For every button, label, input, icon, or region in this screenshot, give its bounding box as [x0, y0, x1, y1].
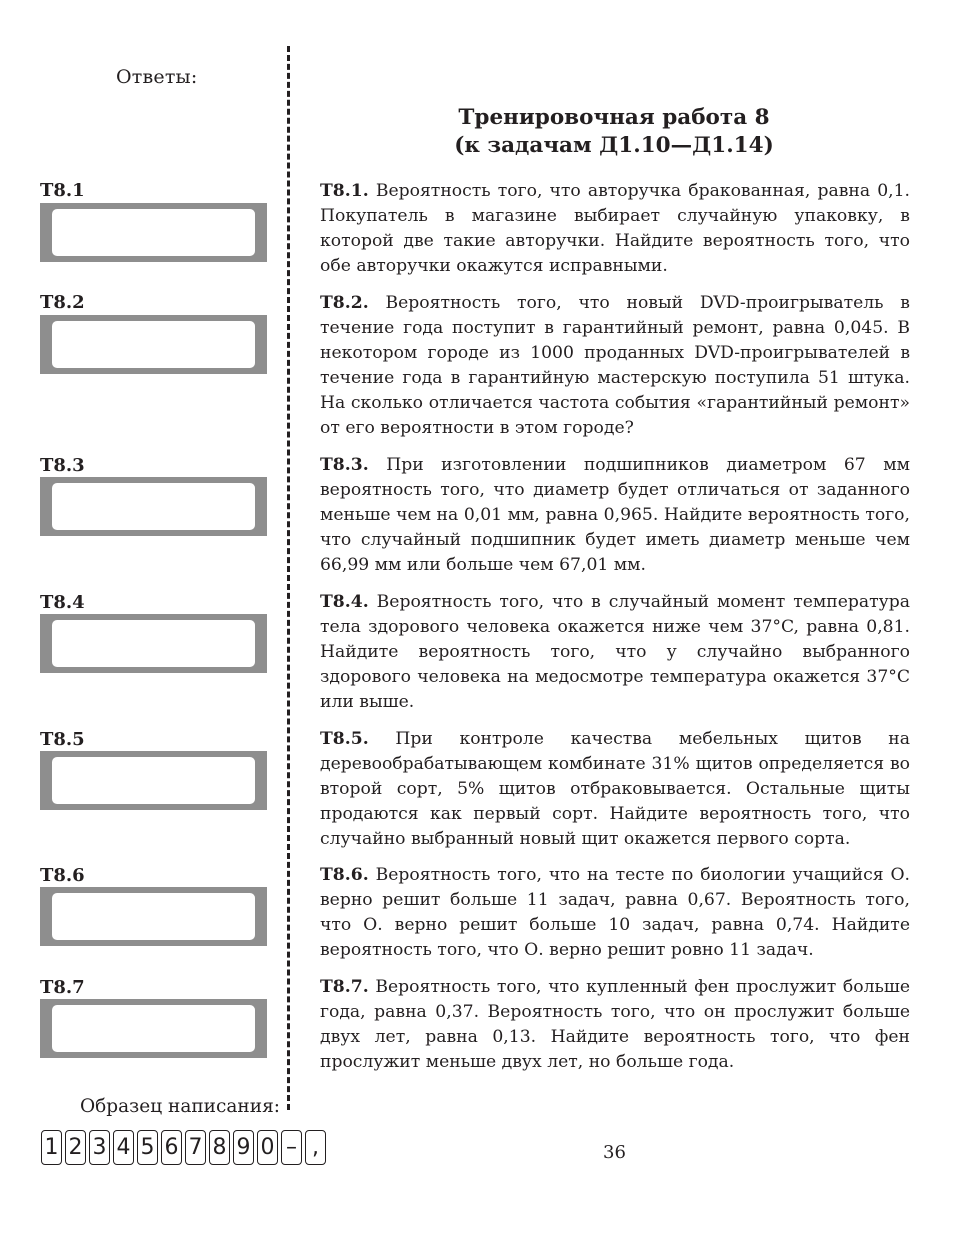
task-t8-2	[320, 291, 910, 440]
answer-box-t8-1[interactable]	[40, 203, 267, 262]
sample-glyph: 8	[209, 1130, 230, 1165]
sample-glyph: 9	[233, 1130, 254, 1165]
task-t8-5	[320, 727, 910, 852]
task-t8-3	[320, 453, 910, 578]
task-t8-1	[320, 179, 910, 279]
answer-label-t8-7: T8.7	[40, 977, 85, 998]
answer-label-t8-3: T8.3	[40, 455, 85, 476]
task-text: Вероятность того, что в случайный момент температура тела здорового человека окажется ниже чем 37°C, равна 0,81. Найдите вероятность того, что у случайно выбранного здорового человека на медосмотре температура окажется 37°C или выше.	[320, 592, 910, 712]
task-text: При контроле качества мебельных щитов на деревообрабатывающем комбинате 31% щитов определяется во второй сорт, 5% щитов отбраковывается. Остальные щиты продаются как первый сорт. Найдите вероятность того, что случайно выбранный новый щит окажется первого сорта.	[320, 729, 910, 849]
answer-label-t8-4: T8.4	[40, 592, 85, 613]
answer-box-t8-7[interactable]	[40, 999, 267, 1058]
answer-box-t8-2[interactable]	[40, 315, 267, 374]
sample-glyph: 4	[113, 1130, 134, 1165]
answer-field[interactable]	[52, 483, 255, 530]
task-text: Вероятность того, что на тесте по биологии учащийся О. верно решит больше 11 задач, равна 0,67. Вероятность того, что О. верно решит больше 10 задач, равна 0,74. Найдите вероятность того, что О. верно решит ровно 11 задач.	[320, 865, 910, 960]
dashed-divider	[287, 46, 290, 1110]
sample-glyph: ,	[305, 1130, 326, 1165]
sample-glyph: –	[281, 1130, 302, 1165]
title-line-1: Тренировочная работа 8	[458, 105, 770, 130]
answer-label-t8-5: T8.5	[40, 729, 85, 750]
answer-label-t8-1: T8.1	[40, 180, 85, 201]
task-number: T8.7.	[320, 977, 369, 997]
sample-glyph-row	[41, 1130, 326, 1166]
page-number: 36	[603, 1142, 626, 1163]
answer-field[interactable]	[52, 757, 255, 804]
sample-label: Образец написания:	[80, 1096, 280, 1117]
sample-glyph: 3	[89, 1130, 110, 1165]
task-text: Вероятность того, что купленный фен прослужит больше года, равна 0,37. Вероятность того, что он прослужит больше двух лет, равна 0,13. Найдите вероятность того, что фен прослужит меньше двух лет, но больше года.	[320, 977, 911, 1072]
answer-box-t8-3[interactable]	[40, 477, 267, 536]
answer-field[interactable]	[52, 620, 255, 667]
task-number: T8.2.	[320, 293, 369, 313]
answers-header: Ответы:	[116, 66, 198, 88]
answer-box-t8-5[interactable]	[40, 751, 267, 810]
page-title	[318, 104, 910, 160]
sample-glyph: 7	[185, 1130, 206, 1165]
task-number: T8.5.	[320, 729, 369, 749]
task-t8-4	[320, 590, 910, 715]
answer-field[interactable]	[52, 1005, 255, 1052]
answer-label-t8-6: T8.6	[40, 865, 85, 886]
task-text: При изготовлении подшипников диаметром 67 мм вероятность того, что диаметр будет отличаться от заданного меньше чем на 0,01 мм, равна 0,965. Найдите вероятность того, что случайный подшипник будет иметь диаметр меньше чем 66,99 мм или больше чем 67,01 мм.	[320, 455, 910, 575]
answer-field[interactable]	[52, 321, 255, 368]
sample-glyph: 5	[137, 1130, 158, 1165]
answer-field[interactable]	[52, 893, 255, 940]
task-number: T8.6.	[320, 865, 369, 885]
task-number: T8.1.	[320, 181, 369, 201]
answer-field[interactable]	[52, 209, 255, 256]
sample-glyph: 2	[65, 1130, 86, 1165]
task-number: T8.3.	[320, 455, 369, 475]
task-number: T8.4.	[320, 592, 369, 612]
sample-glyph: 1	[41, 1130, 62, 1165]
answer-label-t8-2: T8.2	[40, 292, 85, 313]
task-t8-6	[320, 863, 910, 963]
task-text: Вероятность того, что авторучка бракованная, равна 0,1. Покупатель в магазине выбирает случайную упаковку, в которой две такие авторучки. Найдите вероятность того, что обе авторучки окажутся исправными.	[320, 181, 910, 276]
task-t8-7	[320, 975, 910, 1075]
answer-box-t8-6[interactable]	[40, 887, 267, 946]
answer-box-t8-4[interactable]	[40, 614, 267, 673]
sample-glyph: 6	[161, 1130, 182, 1165]
sample-glyph: 0	[257, 1130, 278, 1165]
title-line-2: (к задачам Д1.10—Д1.14)	[454, 133, 774, 158]
task-text: Вероятность того, что новый DVD-проигрыватель в течение года поступит в гарантийный ремонт, равна 0,045. В некотором городе из 1000 проданных DVD-проигрывателей в течение года в гарантийную мастерскую поступила 51 штука. На сколько отличается частота события «гарантийный ремонт» от его вероятности в этом городе?	[320, 293, 910, 438]
